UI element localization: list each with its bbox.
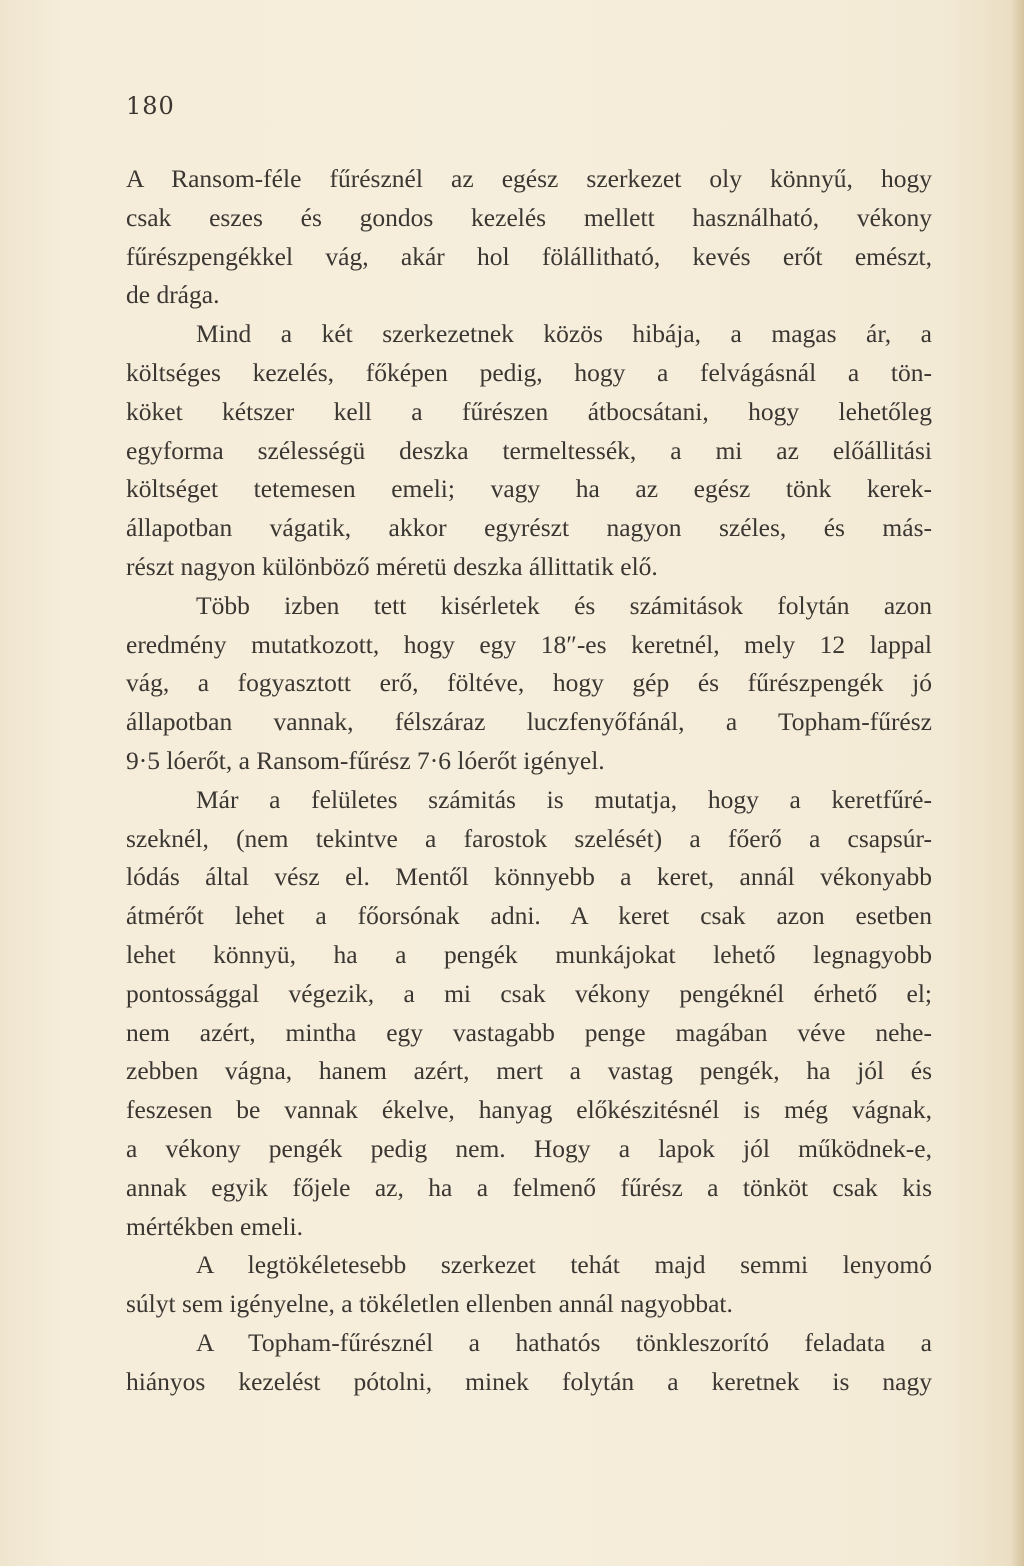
text-line: egyforma szélességü deszka termeltessék, a mi az előállitási	[126, 435, 932, 465]
text-line: de drága.	[126, 280, 220, 310]
text-line: Már a felületes számitás is mutatja, hogy a keretfűré-	[196, 784, 932, 814]
page-edge-shadow	[1010, 0, 1024, 1566]
text-line: mértékben emeli.	[126, 1211, 304, 1241]
text-line: A Topham-fűrésznél a hathatós tönkleszorító feladata a	[196, 1327, 932, 1357]
text-line: pontossággal végezik, a mi csak vékony pengéknél érhető el;	[126, 978, 932, 1008]
text-line: Mind a két szerkezetnek közös hibája, a magas ár, a	[196, 319, 932, 349]
text-line: hiányos kezelést pótolni, minek folytán a keretnek is nagy	[126, 1366, 932, 1396]
text-line: eredmény mutatkozott, hogy egy 18″-es keretnél, mely 12 lappal	[126, 629, 932, 659]
text-line: csak eszes és gondos kezelés mellett használható, vékony	[126, 202, 932, 232]
text-line: A Ransom-féle fűrésznél az egész szerkezet oly könnyű, hogy	[126, 164, 932, 193]
page-number: 180	[126, 92, 175, 120]
text-line: állapotban vannak, félszáraz luczfenyőfánál, a Topham-fűrész	[126, 707, 932, 737]
text-line: költséget tetemesen emeli; vagy ha az egész tönk kerek-	[126, 474, 932, 504]
text-line: a vékony pengék pedig nem. Hogy a lapok jól működnek-e,	[126, 1133, 932, 1163]
text-line: súlyt sem igényelne, a tökéletlen ellenben annál nagyobbat.	[126, 1289, 733, 1319]
text-line: zebben vágna, hanem azért, mert a vastag pengék, ha jól és	[126, 1056, 932, 1086]
text-line: vág, a fogyasztott erő, föltéve, hogy gép és fűrészpengék jó	[126, 668, 932, 698]
text-line: 9·5 lóerőt, a Ransom-fűrész 7·6 lóerőt igényel.	[126, 745, 605, 775]
text-line: annak egyik főjele az, ha a felmenő fűrész a tönköt csak kis	[126, 1172, 932, 1202]
text-line: részt nagyon különböző méretü deszka állittatik elő.	[126, 551, 658, 581]
text-line: szeknél, (nem tekintve a farostok szelését) a főerő a csapsúr-	[126, 823, 932, 853]
text-line: feszesen be vannak ékelve, hanyag előkészitésnél is még vágnak,	[126, 1095, 932, 1125]
text-line: fűrészpengékkel vág, akár hol fölállitható, kevés erőt emészt,	[126, 241, 932, 271]
text-line: nem azért, mintha egy vastagabb penge magában véve nehe-	[126, 1017, 932, 1047]
text-line: lódás által vész el. Mentől könnyebb a keret, annál vékonyabb	[126, 862, 932, 892]
text-line: köket kétszer kell a fűrészen átbocsátani, hogy lehetőleg	[126, 396, 932, 426]
body-text	[126, 160, 932, 1402]
text-line: lehet könnyü, ha a pengék munkájokat lehető legnagyobb	[126, 939, 932, 969]
text-line: átmérőt lehet a főorsónak adni. A keret csak azon esetben	[126, 901, 932, 931]
text-line: Több izben tett kisérletek és számitások folytán azon	[196, 590, 932, 620]
text-line: A legtökéletesebb szerkezet tehát majd semmi lenyomó	[196, 1250, 932, 1280]
text-line: költséges kezelés, főképen pedig, hogy a felvágásnál a tön-	[126, 357, 932, 387]
text-line: állapotban vágatik, akkor egyrészt nagyon széles, és más-	[126, 513, 932, 543]
